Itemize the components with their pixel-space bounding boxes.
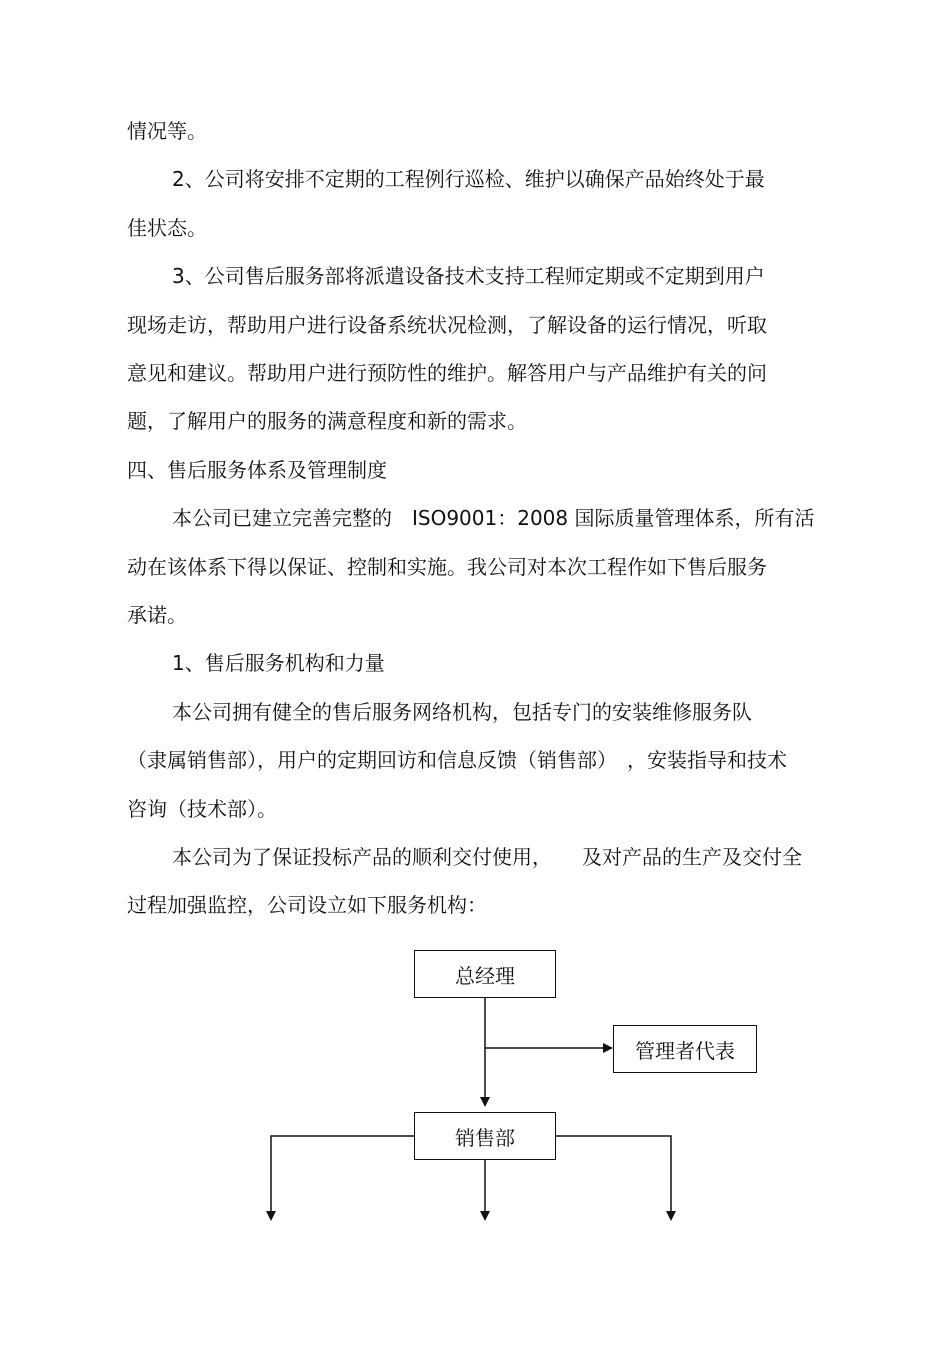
text-line: 本公司已建立完善完整的 ISO9001：2008 国际质量管理体系，所有活 bbox=[172, 506, 815, 530]
text-line: 承诺。 bbox=[127, 603, 187, 627]
text-line: 现场走访，帮助用户进行设备系统状况检测，了解设备的运行情况，听取 bbox=[127, 313, 767, 337]
management-rep-label: 管理者代表 bbox=[635, 1038, 735, 1063]
text-line: 意见和建议。帮助用户进行预防性的维护。解答用户与产品维护有关的问 bbox=[127, 361, 767, 385]
text-line: 情况等。 bbox=[127, 119, 207, 143]
text-line: 过程加强监控，公司设立如下服务机构： bbox=[127, 893, 487, 917]
section-heading: 四、售后服务体系及管理制度 bbox=[127, 458, 387, 482]
text-line: 本公司拥有健全的售后服务网络机构，包括专门的安装维修服务队 bbox=[172, 700, 752, 724]
text-line: 题，了解用户的服务的满意程度和新的需求。 bbox=[127, 409, 527, 433]
sales-dept-box bbox=[414, 1112, 556, 1160]
text-line: 动在该体系下得以保证、控制和实施。我公司对本次工程作如下售后服务 bbox=[127, 555, 767, 579]
text-line: 2、公司将安排不定期的工程例行巡检、维护以确保产品始终处于最 bbox=[172, 167, 765, 191]
text-line: 咨询（技术部）。 bbox=[127, 797, 277, 821]
text-line: 3、公司售后服务部将派遣设备技术支持工程师定期或不定期到用户 bbox=[172, 264, 765, 288]
text-line: 佳状态。 bbox=[127, 216, 207, 240]
management-rep-box bbox=[613, 1025, 757, 1073]
connector-sales-left bbox=[271, 1136, 414, 1216]
subsection-heading: 1、售后服务机构和力量 bbox=[172, 651, 385, 675]
text-line: （隶属销售部），用户的定期回访和信息反馈（销售部） ，安装指导和技术 bbox=[127, 748, 787, 772]
general-manager-label: 总经理 bbox=[455, 963, 515, 988]
general-manager-box bbox=[414, 950, 556, 998]
sales-dept-label: 销售部 bbox=[455, 1125, 515, 1150]
connector-sales-right bbox=[556, 1136, 671, 1216]
text-line: 本公司为了保证投标产品的顺利交付使用， 及对产品的生产及交付全 bbox=[172, 845, 802, 869]
